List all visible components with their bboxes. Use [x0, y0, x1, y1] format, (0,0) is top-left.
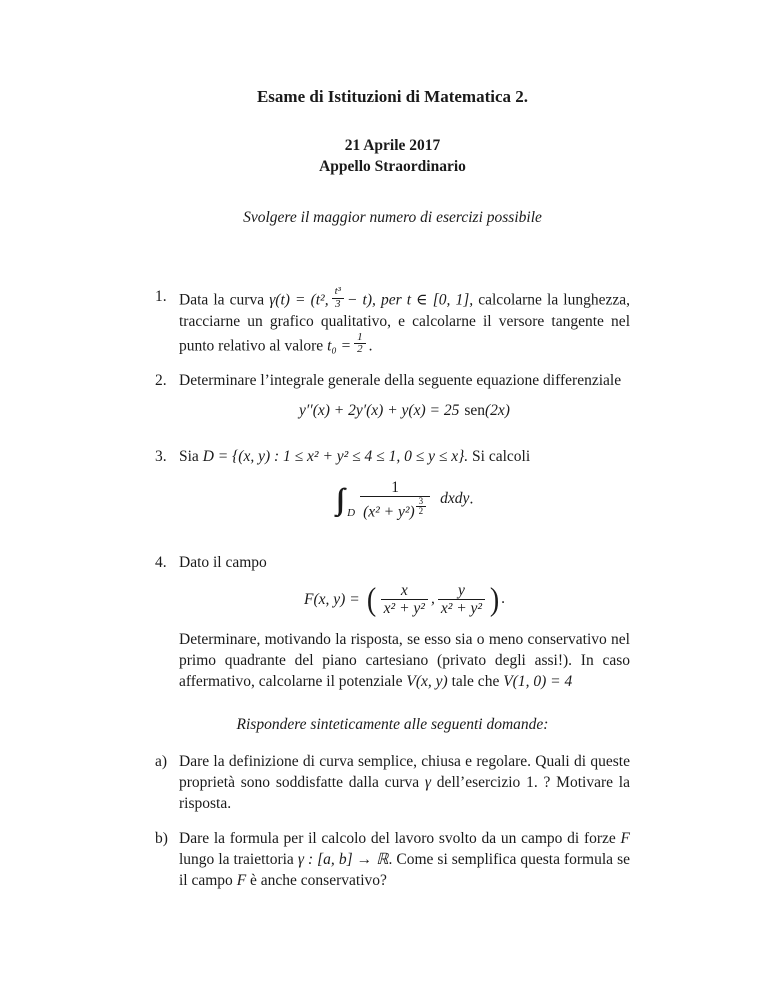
exercise-1-text: Data la curva	[179, 291, 270, 309]
question-a-text: Dare la definizione di curva semplice, chiusa e regolare. Quali di queste proprietà sono soddisfatte dalla curva	[179, 752, 630, 791]
fraction-one-half: $\frac{1}{2}$	[354, 332, 366, 356]
exam-session: Appello Straordinario	[319, 158, 466, 175]
field-component-2: $\frac{y}{\text{x² + y²}}$	[438, 582, 485, 617]
question-b-trajectory: γ : [a, b] → ℝ	[297, 850, 389, 868]
exercise-1-math-3: t₀ =	[327, 337, 352, 355]
integrand-fraction: 1 (x² + y²) $^{\frac{3}{2}}$	[360, 479, 430, 521]
integral-differentials: dxdy	[440, 490, 470, 508]
exercise-4-text-3: tale che	[447, 672, 504, 690]
differential-equation	[179, 400, 630, 421]
exam-content	[155, 0, 630, 891]
exercise-2	[155, 370, 630, 432]
double-integral	[179, 479, 630, 524]
exercise-1-text-2: calcolarne la lunghezza, tracciarne un grafico qualitativo, e calcolarne il versore tangente nel punto relativo al valore	[179, 291, 631, 355]
exam-date: 21 Aprile 2017	[344, 137, 441, 154]
question-b-force-f: F	[620, 829, 630, 847]
integral-period: .	[469, 490, 474, 508]
integrand-denominator: (x² + y²) $^{\frac{3}{2}}$	[360, 497, 430, 521]
question-a-gamma: γ	[424, 773, 432, 791]
exercise-2-text: Determinare l’integrale generale della seguente equazione differenziale	[179, 372, 622, 390]
question-a-label: a)	[155, 752, 168, 770]
equation-lhs: y′′(x) + 2y′(x) + y(x) = 25	[299, 402, 460, 420]
field-period: .	[501, 590, 505, 608]
question-b-label: b)	[155, 829, 168, 847]
exercise-1-number: 1.	[155, 288, 167, 305]
field-comma: ,	[430, 590, 435, 608]
vector-field-equation: F(x, y) = ( $\frac{x}{\text{x² + y²}}$ , $\frac{y}{\text{x² + y²}}$ ) .	[304, 581, 505, 618]
question-a-text-2: dell’esercizio 1. ? Motivare la risposta.	[179, 773, 630, 812]
exercise-3-text-2: Si calcoli	[468, 448, 531, 466]
exercise-3-number: 3.	[155, 448, 167, 466]
question-b	[155, 828, 630, 891]
field-lhs: F(x, y) =	[304, 590, 360, 608]
question-b-force-f-2: F	[236, 871, 247, 889]
question-b-body	[179, 828, 630, 891]
exercise-1-body	[179, 286, 630, 356]
question-b-text-4: è anche conservativo?	[246, 871, 387, 889]
exercise-1	[155, 286, 630, 356]
exercise-3	[155, 446, 630, 538]
field-component-1: $\frac{x}{\text{x² + y²}}$	[381, 582, 428, 617]
exam-title: Esame di Istituzioni di Matematica 2.	[256, 87, 529, 106]
question-b-text-3: . Come si semplifica questa formula se il campo	[179, 850, 630, 889]
exercise-2-body	[179, 370, 630, 432]
exercise-2-number: 2.	[155, 372, 167, 390]
exponent-three-halves: 3 2	[415, 498, 428, 513]
equation-argument: (2x)	[485, 402, 510, 420]
exercise-4-math-v: V(x, y)	[406, 672, 448, 690]
question-b-text-2: lungo la traiettoria	[179, 850, 298, 868]
exercise-1-period: .	[368, 337, 373, 355]
exercise-3-domain: D = {(x, y) : 1 ≤ x² + y² ≤ 4 ≤ 1, 0 ≤ y ≤ x}.	[202, 448, 469, 466]
question-a-body	[179, 751, 630, 814]
exercise-4	[155, 552, 630, 691]
question-b-text: Dare la formula per il calcolo del lavoro svolto da un campo di forze	[179, 829, 621, 847]
exercise-4-number: 4.	[155, 554, 167, 572]
equation-function-name: sen	[464, 402, 486, 420]
exercise-3-text: Sia	[179, 448, 203, 466]
integral-sign: ∫∫	[335, 483, 339, 517]
exercise-4-text-2: Determinare, motivando la risposta, se esso sia o meno conservativo nel primo quadrante del piano cartesiano (privato degli assi!). In caso affermativo, calcolarne il potenziale	[179, 630, 630, 690]
exercise-4-text: Dato il campo	[179, 554, 267, 572]
exam-session-block	[155, 135, 630, 177]
questions-header: Rispondere sinteticamente alle seguenti domande:	[236, 715, 549, 733]
exercise-3-body	[179, 446, 630, 538]
exercise-4-math-v10: V(1, 0) = 4	[503, 672, 573, 690]
integral-domain: D	[347, 507, 356, 520]
exercise-1-math-2: − t), per t ∈ [0, 1],	[346, 291, 474, 309]
exam-instruction: Svolgere il maggior numero di esercizi possibile	[243, 209, 542, 226]
question-a	[155, 751, 630, 814]
exercise-1-math: γ(t) = (t²,	[269, 291, 329, 309]
exercise-4-body	[179, 552, 630, 691]
fraction-t3-over-3: $\frac{\text{t³}}{3}$	[332, 286, 344, 310]
